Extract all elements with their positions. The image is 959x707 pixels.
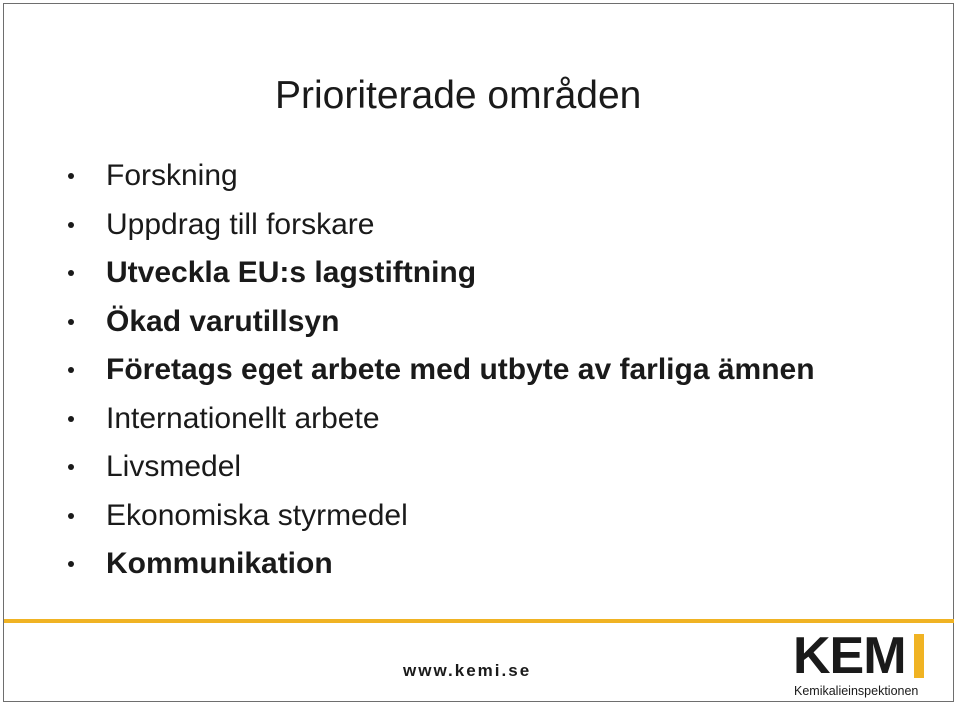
list-item	[68, 395, 815, 444]
list-item	[68, 346, 815, 395]
bullet-icon	[68, 416, 74, 422]
bullet-text: Uppdrag till forskare	[106, 207, 375, 241]
bullet-icon	[68, 513, 74, 519]
list-item	[68, 201, 815, 250]
bullet-text: Livsmedel	[106, 450, 242, 484]
list-item	[68, 298, 815, 347]
bullet-text: Internationellt arbete	[106, 401, 380, 435]
bullet-icon	[68, 561, 74, 567]
bullet-text: Forskning	[106, 159, 238, 193]
bullet-text: Utveckla EU:s lagstiftning	[106, 256, 477, 290]
kemi-logo	[793, 627, 943, 701]
list-item	[68, 249, 815, 298]
list-item	[68, 443, 815, 492]
bullet-icon	[68, 222, 74, 228]
slide-title: Prioriterade områden	[275, 74, 642, 117]
footer-url-link[interactable]: www.kemi.se	[403, 661, 532, 680]
logo-accent-bar-icon	[914, 634, 924, 678]
list-item	[68, 492, 815, 541]
list-item	[68, 540, 815, 589]
bullet-icon	[68, 270, 74, 276]
bullet-icon	[68, 464, 74, 470]
bullet-icon	[68, 173, 74, 179]
bullet-icon	[68, 367, 74, 373]
list-item	[68, 152, 815, 201]
bullet-text: Ekonomiska styrmedel	[106, 498, 408, 532]
bullet-text: Kommunikation	[106, 547, 333, 581]
bullet-text: Företags eget arbete med utbyte av farliga ämnen	[106, 353, 815, 387]
logo-wordmark	[793, 627, 924, 685]
bullet-list	[68, 152, 815, 589]
logo-letters: KEM	[793, 627, 906, 685]
bullet-icon	[68, 319, 74, 325]
logo-subtitle: Kemikalieinspektionen	[794, 684, 919, 698]
slide	[3, 3, 954, 702]
bullet-text: Ökad varutillsyn	[106, 304, 340, 338]
footer-divider	[4, 619, 954, 623]
